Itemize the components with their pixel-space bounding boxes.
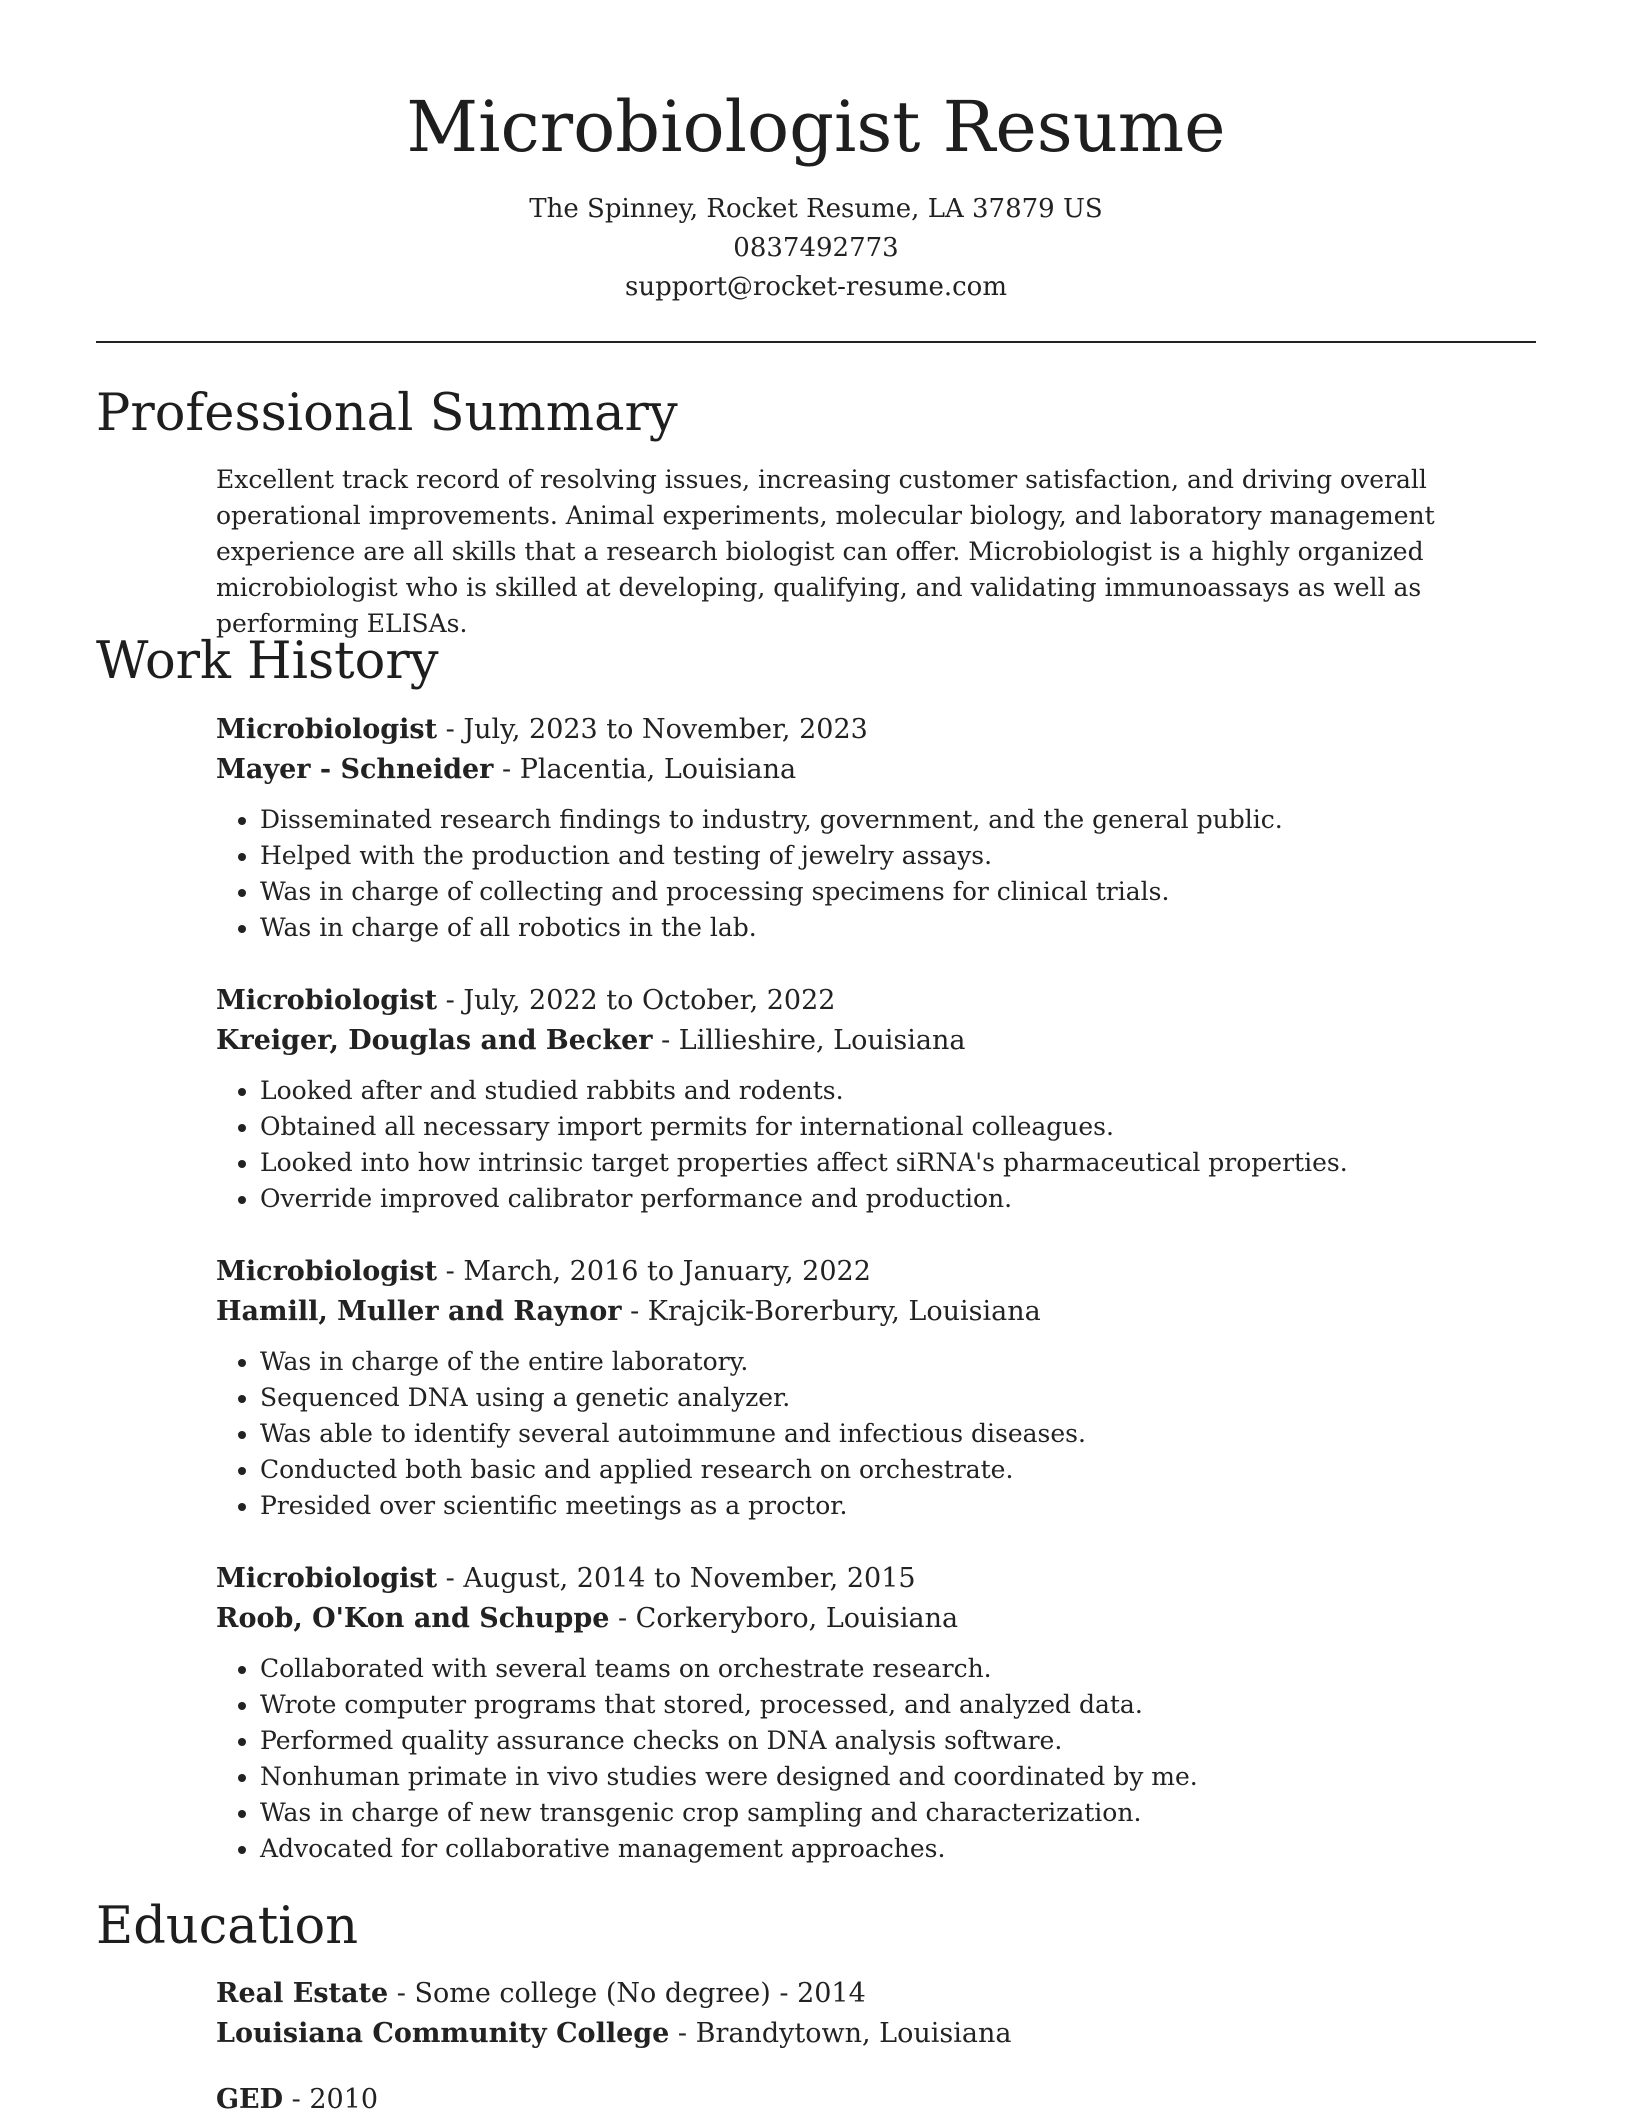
job-bullet: • Sequenced DNA using a genetic analyzer. [260, 1380, 1516, 1416]
job-location: - Placentia, Louisiana [493, 754, 797, 785]
contact-phone: 0837492773 [733, 233, 899, 263]
job-bullet: • Was in charge of collecting and processing specimens for clinical trials. [260, 874, 1516, 910]
job-company-line [216, 1292, 1516, 1332]
education-heading: Education [96, 1897, 359, 1956]
job-bullets [216, 802, 1516, 946]
job-bullet: • Advocated for collaborative management approaches. [260, 1831, 1516, 1867]
job-entry [216, 981, 1516, 1217]
contact-email: support@rocket-resume.com [624, 272, 1007, 302]
job-entry [216, 710, 1516, 946]
job-bullet: • Disseminated research findings to industry, government, and the general public. [260, 802, 1516, 838]
job-title: Microbiologist [216, 714, 438, 745]
job-entry [216, 1252, 1516, 1524]
job-title: Microbiologist [216, 985, 438, 1016]
job-company-line [216, 750, 1516, 790]
education-school-line [216, 2014, 1516, 2054]
job-entry [216, 1559, 1516, 1867]
job-title: Microbiologist [216, 1563, 438, 1594]
education-entry [216, 2080, 1516, 2120]
education-detail: - 2010 [283, 2084, 379, 2115]
job-bullet: • Obtained all necessary import permits for international colleagues. [260, 1109, 1516, 1145]
education-degree: Real Estate [216, 1978, 389, 2009]
job-title-line [216, 981, 1516, 1021]
job-bullet: • Nonhuman primate in vivo studies were designed and coordinated by me. [260, 1759, 1516, 1795]
job-bullet: • Looked after and studied rabbits and rodents. [260, 1073, 1516, 1109]
job-bullet: • Looked into how intrinsic target properties affect siRNA's pharmaceutical properties. [260, 1145, 1516, 1181]
job-bullet: • Override improved calibrator performance and production. [260, 1181, 1516, 1217]
job-bullets [216, 1344, 1516, 1524]
job-dates: - August, 2014 to November, 2015 [437, 1563, 916, 1594]
job-bullet: • Conducted both basic and applied research on orchestrate. [260, 1452, 1516, 1488]
job-title-line [216, 1252, 1516, 1292]
work-history-heading: Work History [96, 632, 439, 691]
job-bullet: • Collaborated with several teams on orchestrate research. [260, 1651, 1516, 1687]
job-bullet: • Helped with the production and testing of jewelry assays. [260, 838, 1516, 874]
job-location: - Lillieshire, Louisiana [652, 1025, 966, 1056]
job-dates: - July, 2023 to November, 2023 [437, 714, 868, 745]
job-company: Hamill, Muller and Raynor [216, 1296, 622, 1327]
job-company-line [216, 1599, 1516, 1639]
job-dates: - March, 2016 to January, 2022 [437, 1256, 871, 1287]
job-company: Roob, O'Kon and Schuppe [216, 1603, 610, 1634]
education-detail: - Some college (No degree) - 2014 [388, 1978, 866, 2009]
education-degree: GED [216, 2084, 284, 2115]
job-bullet: • Was in charge of all robotics in the lab. [260, 910, 1516, 946]
resume-title: Microbiologist Resume [406, 86, 1226, 168]
job-bullet: • Was in charge of new transgenic crop sampling and characterization. [260, 1795, 1516, 1831]
job-location: - Krajcik-Borerbury, Louisiana [621, 1296, 1041, 1327]
job-bullet: • Performed quality assurance checks on DNA analysis software. [260, 1723, 1516, 1759]
contact-address: The Spinney, Rocket Resume, LA 37879 US [529, 194, 1103, 224]
education-location: - Brandytown, Louisiana [669, 2018, 1012, 2049]
education-entry [216, 1974, 1516, 2054]
header-divider [96, 341, 1536, 343]
job-company: Kreiger, Douglas and Becker [216, 1025, 653, 1056]
job-location: - Corkeryboro, Louisiana [609, 1603, 959, 1634]
job-bullet: • Was able to identify several autoimmune and infectious diseases. [260, 1416, 1516, 1452]
resume-header [96, 82, 1536, 307]
job-bullet: • Was in charge of the entire laboratory. [260, 1344, 1516, 1380]
job-dates: - July, 2022 to October, 2022 [437, 985, 836, 1016]
summary-heading: Professional Summary [96, 384, 678, 443]
education-school: Louisiana Community College [216, 2018, 670, 2049]
job-bullet: • Wrote computer programs that stored, processed, and analyzed data. [260, 1687, 1516, 1723]
job-bullets [216, 1651, 1516, 1867]
job-company: Mayer - Schneider [216, 754, 494, 785]
job-bullet: • Presided over scientific meetings as a proctor. [260, 1488, 1516, 1524]
job-title: Microbiologist [216, 1256, 438, 1287]
summary-text: Excellent track record of resolving issues, increasing customer satisfaction, and driving overall operational improvements. Animal experiments, molecular biology, and laboratory management experience are all skills that a research biologist can offer. Microbiologist is a highly organized microbiologist who is skilled at developing, qualifying, and validating immunoassays as well as performing ELISAs. [216, 465, 1435, 638]
job-title-line [216, 710, 1516, 750]
education-degree-line [216, 2080, 1516, 2120]
job-bullets [216, 1073, 1516, 1217]
education-degree-line [216, 1974, 1516, 2014]
job-company-line [216, 1021, 1516, 1061]
job-title-line [216, 1559, 1516, 1599]
